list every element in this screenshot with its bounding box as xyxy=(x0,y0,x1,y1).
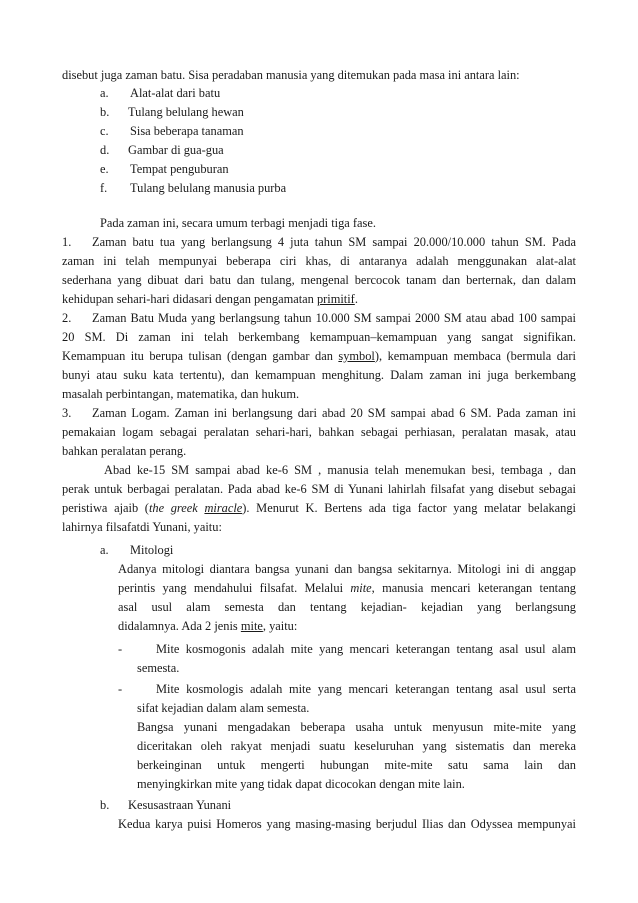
bullet-line: sifat kejadian dalam alam semesta. xyxy=(137,701,310,715)
mite-link[interactable]: mite xyxy=(240,619,263,633)
section-a-line: perintis yang mendahului filsafat. Melalui mite, manusia mencari keterangan tentang xyxy=(118,581,577,595)
phase-1-line: zaman ini telah mempunyai beberapa ciri khas, di antaranya adalah menggunakan alat-alat xyxy=(62,254,576,268)
bullet-line: diceritakan oleh rakyat menjadi suatu keseluruhan yang sistematis dan mereka xyxy=(137,739,576,753)
phase-1-line: Zaman batu tua yang berlangsung 4 juta tahun SM sampai 20.000/10.000 tahun SM. Pada xyxy=(92,235,576,249)
find-letter: d. xyxy=(100,143,110,157)
find-item: Tulang belulang manusia purba xyxy=(130,181,287,195)
bullet-line: Bangsa yunani mengadakan beberapa usaha untuk menyusun mite-mite yang xyxy=(137,720,576,734)
section-a-line: didalamnya. Ada 2 jenis mite, yaitu: xyxy=(118,619,298,633)
bullet-line: semesta. xyxy=(137,661,180,675)
phase-1-line: kehidupan sehari-hari didasari dengan pengamatan primitif. xyxy=(62,292,358,306)
find-letter: e. xyxy=(100,162,109,176)
find-letter: a. xyxy=(100,86,109,100)
bullet-line: Mite kosmologis adalah mite yang mencari keterangan tentang asal usul serta xyxy=(156,682,576,696)
find-item: Gambar di gua-gua xyxy=(128,143,224,157)
bullet-line: berkeinginan untuk mengerti hubungan mite-mite satu sama lain dan xyxy=(137,758,576,772)
intro-text: disebut juga zaman batu. Sisa peradaban manusia yang ditemukan pada masa ini antara lain: xyxy=(62,68,520,82)
paragraph-line: peristiwa ajaib (the greek miracle). Menurut K. Bertens ada tiga factor yang melatar belakangi xyxy=(62,501,577,515)
find-letter: c. xyxy=(100,124,109,138)
section-a-line: asal usul alam semesta dan tentang kejadian- kejadian yang berlangsung xyxy=(118,600,576,614)
find-item: Alat-alat dari batu xyxy=(130,86,221,100)
find-item: Tempat penguburan xyxy=(130,162,229,176)
phase-2-line: Kemampuan itu berupa tulisan (dengan gambar dan symbol), kemampuan membaca (bermula dari xyxy=(62,349,576,363)
phase-2-number: 2. xyxy=(62,311,72,325)
phase-3-line: bahkan peralatan perang. xyxy=(62,444,187,458)
section-a-line: Adanya mitologi diantara bangsa yunani dan bangsa sekitarnya. Mitologi ini di anggap xyxy=(118,562,576,576)
phase-2-line: Zaman Batu Muda yang berlangsung tahun 10.000 SM sampai 2000 SM atau abad 100 sampai xyxy=(92,311,576,325)
bullet-dash: - xyxy=(118,682,123,696)
phase-1-line: sederhana yang dibuat dari batu dan tulang, mengenal bercocok tanam dan berternak, dan dalam xyxy=(62,273,576,287)
section-b-title: Kesusastraan Yunani xyxy=(128,798,232,812)
find-letter: b. xyxy=(100,105,110,119)
section-a-letter: a. xyxy=(100,543,109,557)
find-item: Sisa beberapa tanaman xyxy=(130,124,244,138)
phase-2-line: bunyi atau suku kata tertentu), dan kemampuan menghitung. Dalam zaman ini juga berkembang xyxy=(62,368,576,382)
phase-3-number: 3. xyxy=(62,406,72,420)
phase-3-line: Zaman Logam. Zaman ini berlangsung dari abad 20 SM sampai abad 6 SM. Pada zaman ini xyxy=(92,406,576,420)
phase-3-line: pemakaian logam sebagai peralatan sehari-hari, bahkan sebagai perhiasan, peralatan masak, atau xyxy=(62,425,576,439)
section-a-title: Mitologi xyxy=(130,543,174,557)
bullet-line: Mite kosmogonis adalah mite yang mencari keterangan tentang asal usul alam xyxy=(156,642,576,656)
bullet-line: menyingkirkan mite yang tidak dapat dicocokan dengan mite lain. xyxy=(137,777,465,791)
paragraph-line: lahirnya filsafatdi Yunani, yaitu: xyxy=(62,520,222,534)
phase-2-line: masalah perbintangan, matematika, dan hukum. xyxy=(62,387,300,401)
miracle-link[interactable]: miracle xyxy=(204,501,243,515)
phase-2-line: 20 SM. Di zaman ini telah berkembang kemampuan–kemampuan yang sangat signifikan. xyxy=(62,330,576,344)
primitif-link[interactable]: primitif xyxy=(316,292,355,306)
find-item: Tulang belulang hewan xyxy=(128,105,244,119)
paragraph-line: Abad ke-15 SM sampai abad ke-6 SM , manusia telah menemukan besi, tembaga , dan xyxy=(104,463,576,477)
phase-intro: Pada zaman ini, secara umum terbagi menjadi tiga fase. xyxy=(100,216,376,230)
phase-1-number: 1. xyxy=(62,235,72,249)
bullet-dash: - xyxy=(118,642,123,656)
section-b-line: Kedua karya puisi Homeros yang masing-masing berjudul Ilias dan Odyssea mempunyai xyxy=(118,817,576,831)
paragraph-line: perak untuk berbagai peralatan. Pada abad ke-6 SM di Yunani lahirlah filsafat yang disebut sebagai xyxy=(62,482,576,496)
section-b-letter: b. xyxy=(100,798,110,812)
find-letter: f. xyxy=(100,181,108,195)
symbol-link[interactable]: symbol xyxy=(338,349,375,363)
